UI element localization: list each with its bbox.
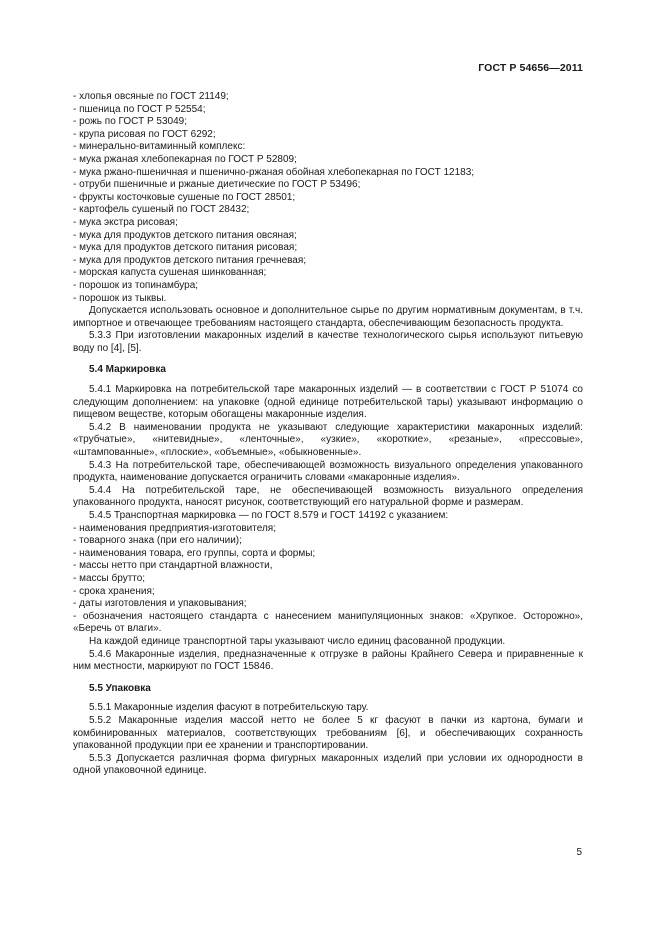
list-item: - мука ржаная хлебопекарная по ГОСТ Р 52809; [73,153,297,165]
document-id: ГОСТ Р 54656—2011 [478,62,583,74]
paragraph-transport-units: На каждой единице транспортной тары указывают число единиц фасованной продукции. [89,635,506,647]
list-item: - товарного знака (при его наличии); [73,535,242,547]
page-body [73,91,583,778]
list-item: - отруби пшеничные и ржаные диетические по ГОСТ Р 53496; [73,179,361,191]
paragraph-5-5-1: 5.5.1 Макаронные изделия фасуют в потребительскую тару. [89,702,369,714]
list-item: - мука для продуктов детского питания овсяная; [73,229,297,241]
paragraph-5-4-3: 5.4.3 На потребительской таре, обеспечивающей возможность визуального определения упакованного продукта, наименование допускается ограничить словами «макаронные изделия». [73,459,583,484]
list-item: - срока хранения; [73,585,155,597]
list-item: - порошок из тыквы. [73,292,167,304]
paragraph-5-5-3: 5.5.3 Допускается различная форма фигурных макаронных изделий при условии их однородности в одной упаковочной единице. [73,752,583,777]
list-item: - мука для продуктов детского питания рисовая; [73,242,298,254]
list-item: - наименования товара, его группы, сорта и формы; [73,547,316,559]
transport-marking-list [73,523,583,636]
paragraph-water: 5.3.3 При изготовлении макаронных изделий в качестве технологического сырья используют питьевую воду по [4], [5]. [73,330,583,354]
list-item: - картофель сушеный по ГОСТ 28432; [73,204,250,216]
list-item: - мука экстра рисовая; [73,216,178,228]
raw-materials-list [73,91,583,305]
paragraph-5-4-2: 5.4.2 В наименовании продукта не указывают следующие характеристики макаронных изделий: «трубчатые», «нитевидные», «ленточные», «узкие», «короткие», «резаные», «прессовые», «штампованные», «плоские», «объемные», «обыкновенные». [73,421,583,459]
list-item: - хлопья овсяные по ГОСТ 21149; [73,91,229,102]
list-item: - минерально-витаминный комплекс: [73,141,246,153]
paragraph-alternative-raw: Допускается использовать основное и дополнительное сырье по другим нормативным документам, в т.ч. импортное и отвечающее требованиям настоящего стандарта, обеспечивающим безопасность продукта. [73,305,583,329]
list-item: - наименования предприятия-изготовителя; [73,522,276,534]
section-heading-packaging: 5.5 Упаковка [89,682,151,694]
list-item: - морская капуста сушеная шинкованная; [73,267,267,279]
list-item: - рожь по ГОСТ Р 53049; [73,116,187,128]
list-item: - крупа рисовая по ГОСТ 6292; [73,128,216,140]
list-item: - массы нетто при стандартной влажности, [73,560,273,572]
paragraph-5-4-1: 5.4.1 Маркировка на потребительской таре макаронных изделий — в соответствии с ГОСТ Р 51074 со следующим дополнением: на упаковке (одной единице потребительской тары) указывают информацию о пищевом веществе, которым обогащены макаронные изделия. [73,384,583,421]
list-item: - фрукты косточковые сушеные по ГОСТ 28501; [73,191,296,203]
page-number: 5 [576,847,582,858]
list-item: - даты изготовления и упаковывания; [73,598,247,610]
paragraph-5-4-4: 5.4.4 На потребительской таре, не обеспечивающей возможность визуального определения упакованного продукта, наносят рисунок, соответствующий его натуральной форме и размерам. [73,484,583,509]
list-item: - мука ржано-пшеничная и пшенично-ржаная обойная хлебопекарная по ГОСТ 12183; [73,166,475,178]
paragraph-5-5-2: 5.5.2 Макаронные изделия массой нетто не более 5 кг фасуют в пачки из картона, бумаги и комбинированных материалов, соответствующих требованиям [6], и обеспечивающих сохранность упакованной продукции при ее хранении и транспортировании. [73,714,583,752]
list-item: - массы брутто; [73,572,146,584]
section-heading-marking: 5.4 Маркировка [89,364,166,376]
list-item: - пшеница по ГОСТ Р 52554; [73,103,206,115]
list-item: - обозначения настоящего стандарта с нанесением манипуляционных знаков: «Хрупкое. Осторожно», «Беречь от влаги». [73,610,583,635]
paragraph-5-4-5: 5.4.5 Транспортная маркировка — по ГОСТ 8.579 и ГОСТ 14192 с указанием: [89,510,449,521]
list-item: - мука для продуктов детского питания гречневая; [73,254,307,266]
paragraph-5-4-6: 5.4.6 Макаронные изделия, предназначенные к отгрузке в районы Крайнего Севера и приравненные к ним местности, маркируют по ГОСТ 15846. [73,648,583,673]
list-item: - порошок из топинамбура; [73,279,199,291]
